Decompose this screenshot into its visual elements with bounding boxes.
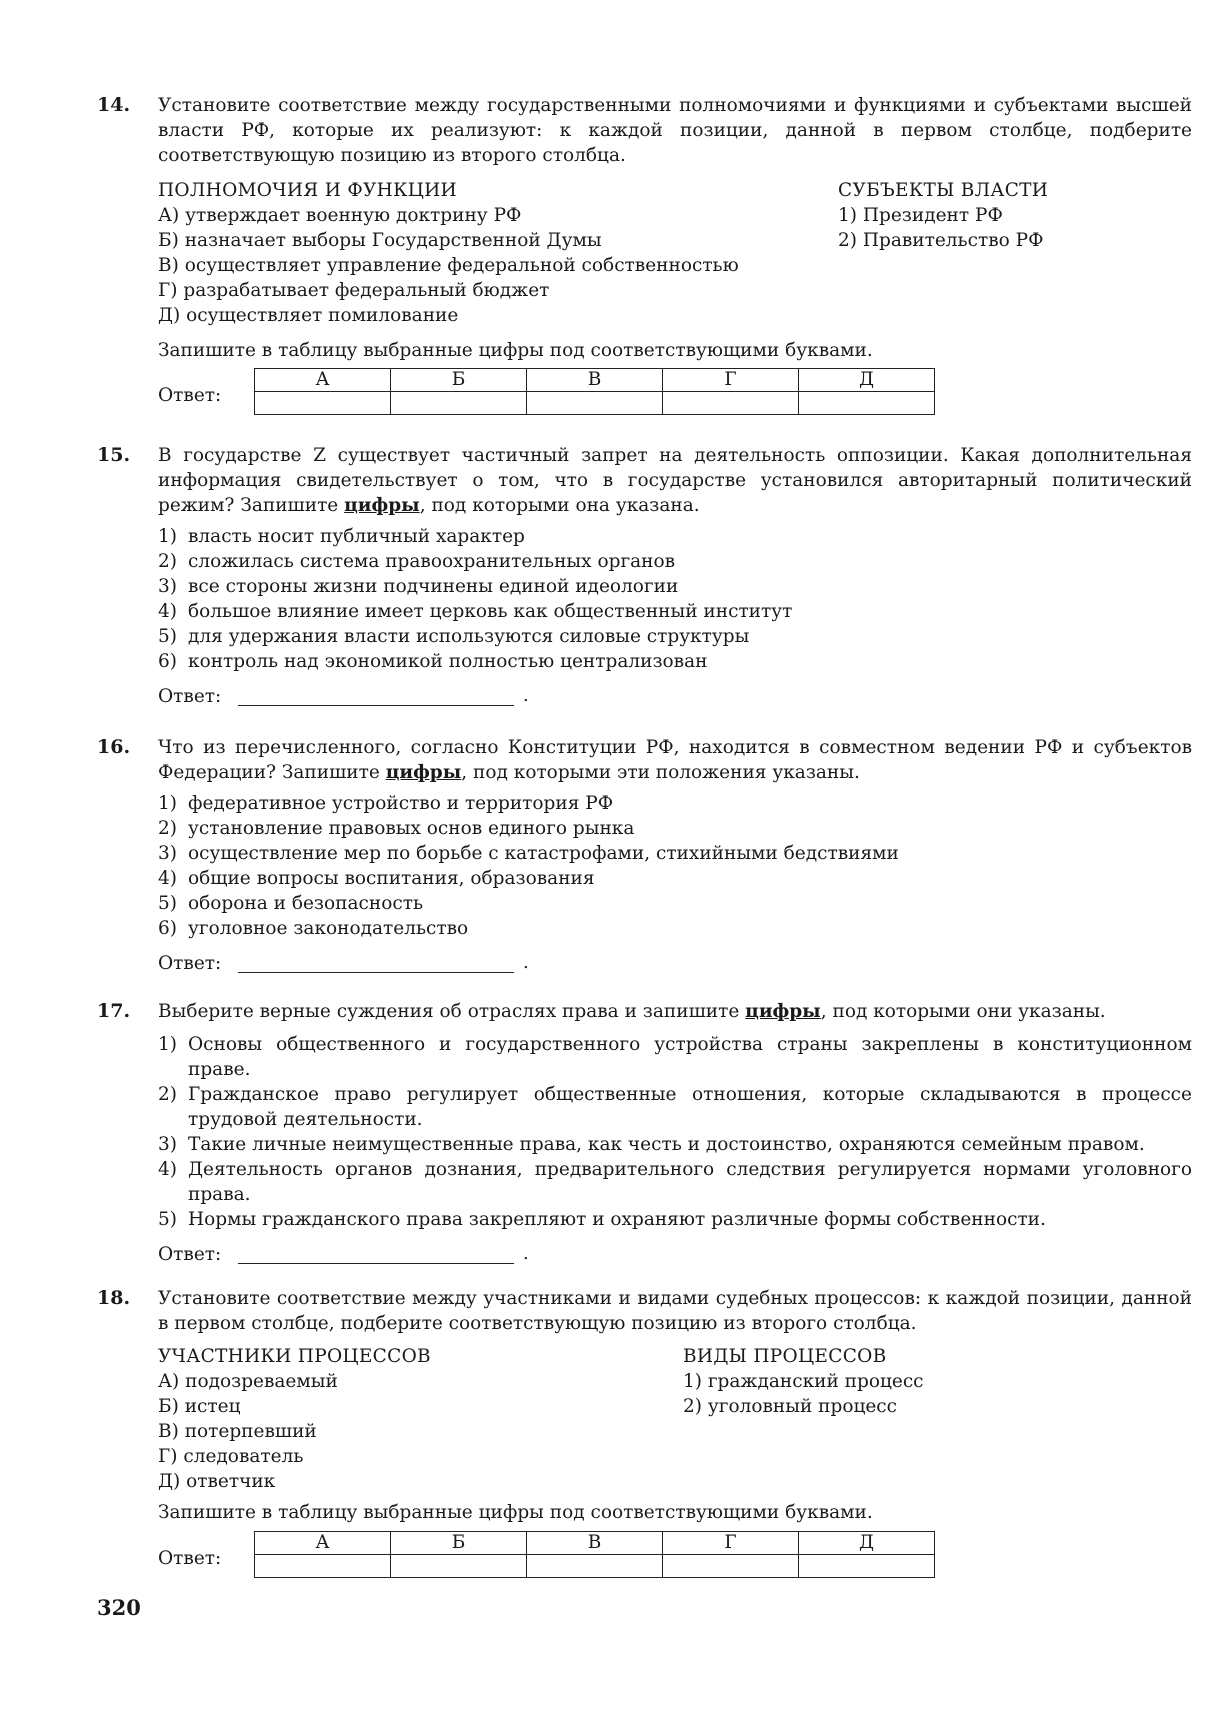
answer-cell[interactable] xyxy=(391,1555,527,1578)
table-header-cell: В xyxy=(527,1532,663,1555)
list-item xyxy=(158,866,1192,891)
list-item: В) потерпевший xyxy=(158,1421,317,1442)
item-number: 6) xyxy=(158,651,177,672)
task-number: 14. xyxy=(97,94,131,116)
task-question: Установите соответствие между участниками и видами судебных процессов: к каждой позиции, данной в первом столбце, подберите соответствующую позицию из второго столбца. xyxy=(158,1288,1192,1334)
answer-label: Ответ: xyxy=(158,953,222,974)
list-item xyxy=(158,1157,1192,1207)
task-number: 15. xyxy=(97,444,131,466)
item-text: Гражданское право регулирует общественные отношения, которые складываются в процессе трудовой деятельности. xyxy=(188,1084,1192,1130)
item-number: 1) xyxy=(158,1034,177,1055)
list-item xyxy=(158,1082,1192,1132)
item-number: 4) xyxy=(158,601,177,622)
table-header-cell: А xyxy=(255,369,391,392)
list-item: 2) уголовный процесс xyxy=(683,1396,898,1417)
item-text: уголовное законодательство xyxy=(188,918,469,939)
right-column-heading: ВИДЫ ПРОЦЕССОВ xyxy=(683,1346,887,1367)
answer-cell[interactable] xyxy=(799,1555,935,1578)
answer-label: Ответ: xyxy=(158,385,222,406)
item-number: 5) xyxy=(158,893,177,914)
answer-dot: . xyxy=(523,685,529,706)
list-item: 2) Правительство РФ xyxy=(838,230,1044,251)
list-item xyxy=(158,791,1192,816)
list-item xyxy=(158,549,1192,574)
item-text: все стороны жизни подчинены единой идеологии xyxy=(188,576,679,597)
question-text: , под которыми они указаны. xyxy=(820,1001,1106,1022)
question-text: В государстве Z существует частичный запрет на деятельность оппозиции. Какая дополнительная информация свидетельствует о том, что в государстве установился авторитарный политический режим? Запишите xyxy=(158,445,1192,516)
task-question xyxy=(158,735,1192,785)
table-header-cell: В xyxy=(527,369,663,392)
list-item xyxy=(158,1132,1192,1157)
options-list xyxy=(158,524,1192,674)
question-emphasis: цифры xyxy=(385,762,462,783)
question-text: Выберите верные суждения об отраслях права и запишите xyxy=(158,1001,746,1022)
question-emphasis: цифры xyxy=(344,495,420,516)
list-item xyxy=(158,1207,1192,1232)
question-text: Что из перечисленного, согласно Конституции РФ, находится в совместном ведении РФ и субъектов Федерации? Запишите xyxy=(158,737,1192,783)
answer-cell[interactable] xyxy=(527,1555,663,1578)
list-item: Д) осуществляет помилование xyxy=(158,305,459,326)
answer-dot: . xyxy=(523,1243,529,1264)
table-instruction: Запишите в таблицу выбранные цифры под соответствующими буквами. xyxy=(158,340,873,361)
question-text: , под которыми она указана. xyxy=(419,495,700,516)
item-text: сложилась система правоохранительных органов xyxy=(188,551,676,572)
list-item: Б) истец xyxy=(158,1396,241,1417)
item-text: власть носит публичный характер xyxy=(188,526,525,547)
list-item: Б) назначает выборы Государственной Думы xyxy=(158,230,602,251)
list-item: Г) разрабатывает федеральный бюджет xyxy=(158,280,550,301)
task-number: 16. xyxy=(97,736,131,758)
item-text: общие вопросы воспитания, образования xyxy=(188,868,595,889)
left-column xyxy=(158,178,739,328)
table-header-cell: Д xyxy=(799,1532,935,1555)
list-item: Г) следователь xyxy=(158,1446,304,1467)
list-item xyxy=(158,599,1192,624)
answer-cell[interactable] xyxy=(527,392,663,415)
list-item xyxy=(158,816,1192,841)
table-header-cell: Г xyxy=(663,369,799,392)
item-number: 5) xyxy=(158,1209,177,1230)
list-item: А) подозреваемый xyxy=(158,1371,338,1392)
options-list xyxy=(158,1032,1192,1232)
item-number: 5) xyxy=(158,626,177,647)
table-instruction: Запишите в таблицу выбранные цифры под соответствующими буквами. xyxy=(158,1502,873,1523)
answer-table xyxy=(254,1531,935,1578)
answer-cell[interactable] xyxy=(255,392,391,415)
item-text: Деятельность органов дознания, предварительного следствия регулируется нормами уголовного права. xyxy=(188,1159,1192,1205)
list-item xyxy=(158,841,1192,866)
answer-cell[interactable] xyxy=(255,1555,391,1578)
left-column-heading: УЧАСТНИКИ ПРОЦЕССОВ xyxy=(158,1346,431,1367)
list-item xyxy=(158,574,1192,599)
item-number: 3) xyxy=(158,576,177,597)
list-item xyxy=(158,891,1192,916)
table-header-cell: Д xyxy=(799,369,935,392)
item-text: Нормы гражданского права закрепляют и охраняют различные формы собственности. xyxy=(188,1209,1046,1230)
item-text: установление правовых основ единого рынка xyxy=(188,818,635,839)
answer-input-line[interactable] xyxy=(238,972,514,973)
answer-table xyxy=(254,368,935,415)
item-number: 3) xyxy=(158,1134,177,1155)
item-text: большое влияние имеет церковь как общественный институт xyxy=(188,601,793,622)
question-text: , под которыми эти положения указаны. xyxy=(461,762,860,783)
left-column xyxy=(158,1344,431,1494)
answer-input-line[interactable] xyxy=(238,705,514,706)
table-header-cell: А xyxy=(255,1532,391,1555)
right-column xyxy=(838,178,1048,253)
table-header-cell: Б xyxy=(391,1532,527,1555)
list-item xyxy=(158,1032,1192,1082)
item-text: контроль над экономикой полностью централизован xyxy=(188,651,708,672)
question-emphasis: цифры xyxy=(745,1001,821,1022)
item-number: 1) xyxy=(158,793,177,814)
options-list xyxy=(158,791,1192,941)
answer-input-line[interactable] xyxy=(238,1263,514,1264)
answer-cell[interactable] xyxy=(663,392,799,415)
answer-label: Ответ: xyxy=(158,1548,222,1569)
right-column-heading: СУБЪЕКТЫ ВЛАСТИ xyxy=(838,180,1049,201)
task-number: 18. xyxy=(97,1287,131,1309)
list-item: Д) ответчик xyxy=(158,1471,276,1492)
item-text: осуществление мер по борьбе с катастрофами, стихийными бедствиями xyxy=(188,843,899,864)
list-item xyxy=(158,624,1192,649)
item-text: федеративное устройство и территория РФ xyxy=(188,793,614,814)
task-question: Установите соответствие между государственными полномочиями и функциями и субъектами высшей власти РФ, которые их реализуют: к каждой позиции, данной в первом столбце, подберите соответствующую позицию из второго столбца. xyxy=(158,95,1192,166)
list-item: А) утверждает военную доктрину РФ xyxy=(158,205,522,226)
table-header-cell: Г xyxy=(663,1532,799,1555)
item-number: 1) xyxy=(158,526,177,547)
item-text: оборона и безопасность xyxy=(188,893,424,914)
task-number: 17. xyxy=(97,1000,131,1022)
item-number: 2) xyxy=(158,1084,177,1105)
item-number: 4) xyxy=(158,1159,177,1180)
item-text: Основы общественного и государственного устройства страны закреплены в конституционном праве. xyxy=(188,1034,1192,1080)
item-text: Такие личные неимущественные права, как честь и достоинство, охраняются семейным правом. xyxy=(188,1134,1145,1155)
page-number: 320 xyxy=(97,1595,141,1620)
item-text: для удержания власти используются силовые структуры xyxy=(188,626,750,647)
answer-dot: . xyxy=(523,952,529,973)
list-item xyxy=(158,524,1192,549)
table-header-cell: Б xyxy=(391,369,527,392)
item-number: 4) xyxy=(158,868,177,889)
left-column-heading: ПОЛНОМОЧИЯ И ФУНКЦИИ xyxy=(158,180,457,201)
item-number: 6) xyxy=(158,918,177,939)
answer-cell[interactable] xyxy=(799,392,935,415)
item-number: 2) xyxy=(158,551,177,572)
list-item: 1) Президент РФ xyxy=(838,205,1003,226)
list-item: В) осуществляет управление федеральной собственностью xyxy=(158,255,739,276)
answer-cell[interactable] xyxy=(663,1555,799,1578)
list-item xyxy=(158,916,1192,941)
answer-label: Ответ: xyxy=(158,686,222,707)
task-question xyxy=(158,999,1192,1024)
answer-cell[interactable] xyxy=(391,392,527,415)
item-number: 3) xyxy=(158,843,177,864)
right-column xyxy=(683,1344,924,1419)
answer-label: Ответ: xyxy=(158,1244,222,1265)
list-item: 1) гражданский процесс xyxy=(683,1371,924,1392)
task-question xyxy=(158,443,1192,518)
item-number: 2) xyxy=(158,818,177,839)
list-item xyxy=(158,649,1192,674)
